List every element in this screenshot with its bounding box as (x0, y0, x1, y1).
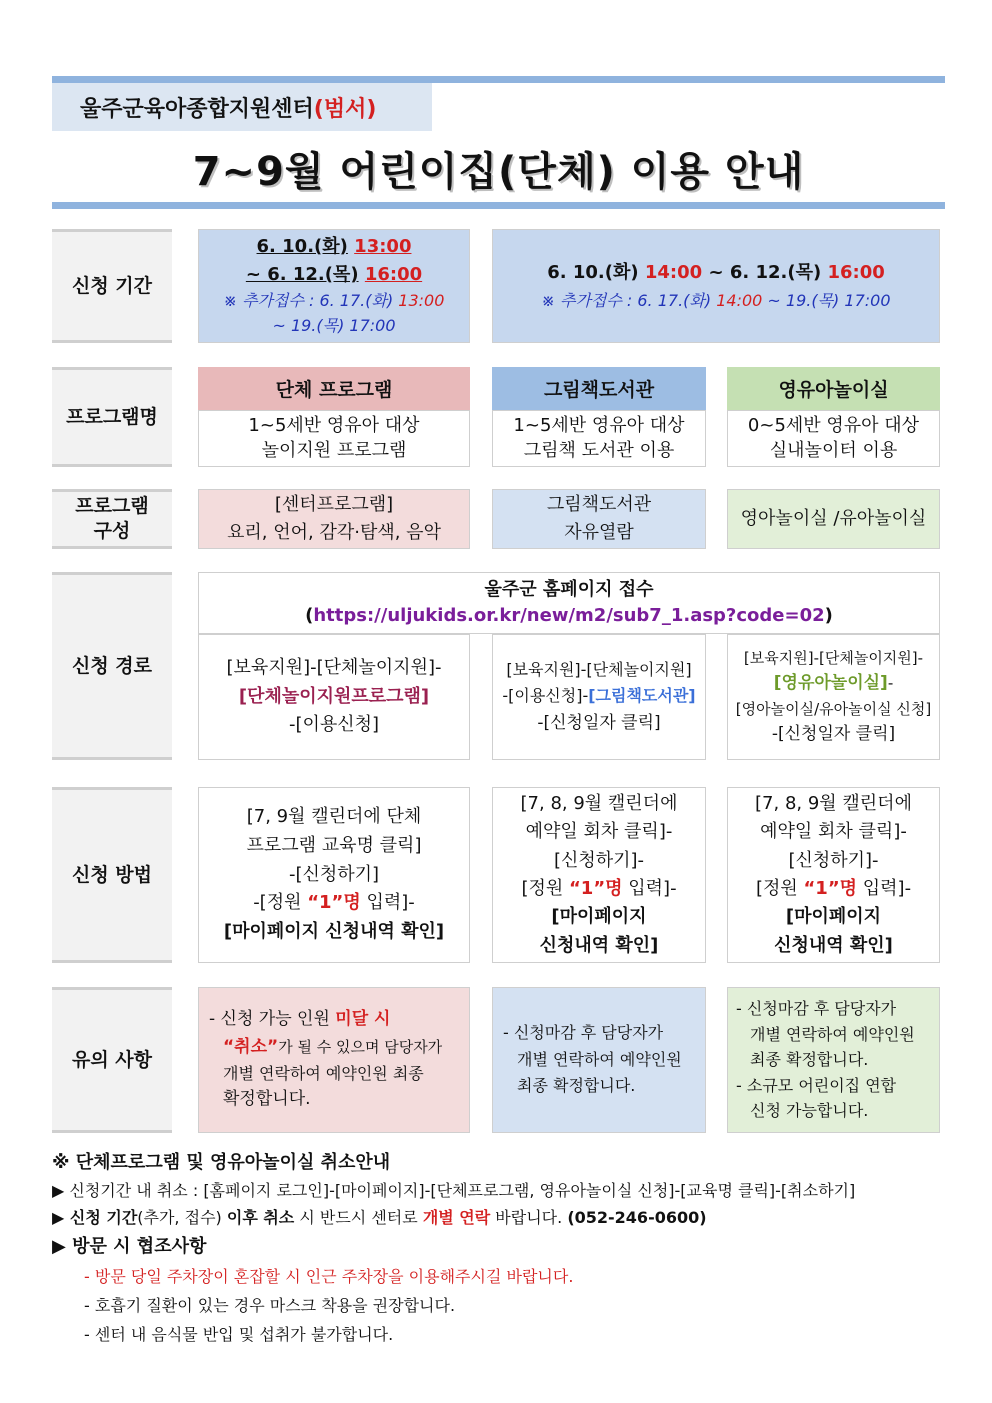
route-homepage-url: (https://uljukids.or.kr/new/m2/sub7_1.asp?code=02) (305, 605, 833, 626)
program-desc-playroom: 0~5세반 영유아 대상 실내놀이터 이용 (727, 410, 940, 467)
comp-playroom-box: 영아놀이실 /유아놀이실 (727, 489, 940, 549)
label-route: 신청 경로 (52, 572, 172, 760)
period-left-extra: ※ 추가접수 : 6. 17.(화) 13:00 (223, 291, 445, 311)
program-title-playroom: 영유아놀이실 (727, 367, 940, 410)
notes-title: ※ 단체프로그램 및 영유아놀이실 취소안내 (52, 1152, 391, 1173)
period-right-extra: ※ 추가접수 : 6. 17.(화) 14:00 ~ 19.(목) 17:00 (541, 290, 891, 310)
notes-section (52, 1148, 952, 1351)
notes-visit-food: - 센터 내 음식물 반입 및 섭취가 불가합니다. (84, 1325, 394, 1344)
period-right-line1: 6. 10.(화) 14:00 ~ 6. 12.(목) 16:00 (547, 261, 885, 283)
label-program-name: 프로그램명 (52, 367, 172, 467)
route-playroom-box: [보육지원]-[단체놀이지원]- [영유아놀이실]- [영아놀이실/유아놀이실 신청] -[신청일자 클릭] (727, 634, 940, 760)
caution-playroom-box: - 신청마감 후 담당자가 개별 연락하여 예약인원 최종 확정합니다. - 소규모 어린이집 연합 신청 가능합니다. (727, 987, 940, 1133)
comp-group-box: [센터프로그램] 요리, 언어, 감각·탐색, 음악 (198, 489, 470, 549)
program-title-library: 그림책도서관 (492, 367, 706, 410)
homepage-link[interactable]: https://uljukids.or.kr/new/m2/sub7_1.asp?code=02 (313, 605, 825, 626)
center-branch: (범서) (313, 96, 377, 122)
center-name-box (52, 83, 432, 131)
center-name: 울주군육아종합지원센터 (80, 96, 314, 122)
route-homepage-box (198, 572, 940, 634)
notes-cancel-after: ▶ 신청 기간(추가, 접수) 이후 취소 시 반드시 센터로 개별 연락 바랍니다. (052-246-0600) (52, 1208, 707, 1227)
comp-library-box: 그림책도서관 자유열람 (492, 489, 706, 549)
period-left-extra-line2: ~ 19.(목) 17:00 (272, 315, 396, 335)
header-top-bar (52, 76, 945, 83)
route-group-box: [보육지원]-[단체놀이지원]- [단체놀이지원프로그램] -[이용신청] (198, 634, 470, 760)
caution-group-box: - 신청 가능 인원 미달 시 “취소”가 될 수 있으며 담당자가 개별 연락하여 예약인원 최종 확정합니다. (198, 987, 470, 1133)
caution-library-box: - 신청마감 후 담당자가 개별 연락하여 예약인원 최종 확정합니다. (492, 987, 706, 1133)
route-library-box: [보육지원]-[단체놀이지원] -[이용신청]-[그림책도서관] -[신청일자 클릭] (492, 634, 706, 760)
notes-visit-mask: - 호흡기 질환이 있는 경우 마스크 착용을 권장합니다. (84, 1296, 456, 1315)
program-desc-library: 1~5세반 영유아 대상 그림책 도서관 이용 (492, 410, 706, 467)
period-right-box (492, 229, 940, 343)
label-period: 신청 기간 (52, 229, 172, 343)
notes-visit-parking: - 방문 당일 주차장이 혼잡할 시 인근 주차장을 이용해주시길 바랍니다. (84, 1267, 574, 1286)
method-library-box: [7, 8, 9월 캘린더에 예약일 회차 클릭]- [신청하기]- [정원 “1”명 입력]- [마이페이지 신청내역 확인] (492, 787, 706, 963)
notes-visit-title: ▶ 방문 시 협조사항 (52, 1236, 207, 1257)
header-bottom-bar (52, 202, 945, 209)
program-desc-group: 1~5세반 영유아 대상 놀이지원 프로그램 (198, 410, 470, 467)
period-left-line2: ~ 6. 12.(목) 16:00 (245, 264, 423, 286)
notes-cancel-within: ▶ 신청기간 내 취소 : [홈페이지 로그인]-[마이페이지]-[단체프로그램, 영유아놀이실 신청]-[교육명 클릭]-[취소하기] (52, 1181, 856, 1200)
label-program-comp: 프로그램 구성 (52, 489, 172, 549)
page-title: 7~9월 어린이집(단체) 이용 안내 (192, 149, 805, 195)
route-homepage-title: 울주군 홈페이지 접수 (484, 578, 654, 600)
method-playroom-box: [7, 8, 9월 캘린더에 예약일 회차 클릭]- [신청하기]- [정원 “1”명 입력]- [마이페이지 신청내역 확인] (727, 787, 940, 963)
label-method: 신청 방법 (52, 787, 172, 963)
label-caution: 유의 사항 (52, 987, 172, 1133)
method-group-box: [7, 9월 캘린더에 단체 프로그램 교육명 클릭] -[신청하기] -[정원 “1”명 입력]- [마이페이지 신청내역 확인] (198, 787, 470, 963)
period-left-line1: 6. 10.(화) 13:00 (256, 236, 412, 258)
period-left-box (198, 229, 470, 343)
program-title-group: 단체 프로그램 (198, 367, 470, 410)
